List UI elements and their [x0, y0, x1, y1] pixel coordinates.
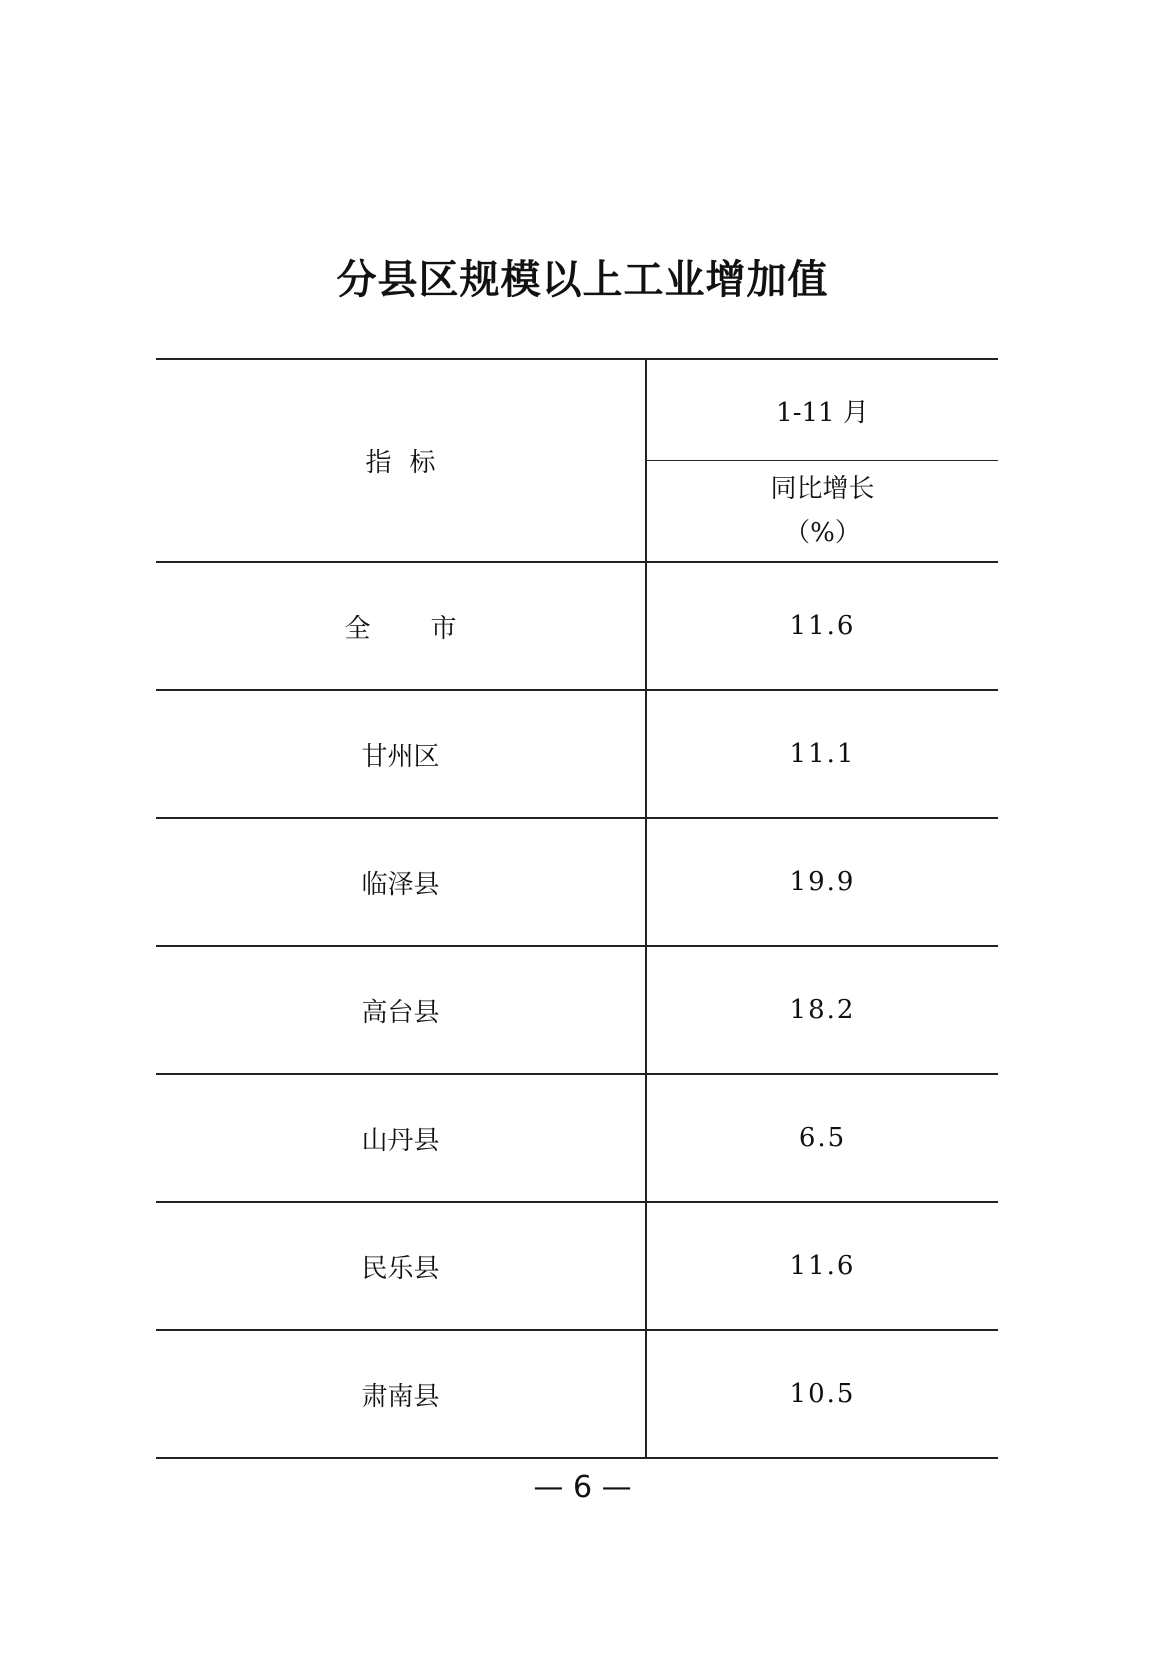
row-value-cell	[646, 1330, 998, 1458]
row-value: 11.6	[789, 611, 856, 641]
table-row	[156, 1074, 998, 1202]
row-label-cell	[156, 818, 646, 946]
row-value: 19.9	[789, 867, 856, 897]
table-row	[156, 562, 998, 690]
row-value-cell	[646, 1202, 998, 1330]
row-value: 6.5	[798, 1123, 847, 1153]
row-label: 甘州区	[361, 741, 440, 772]
data-table-container	[156, 358, 998, 1459]
growth-header: 同比增长	[770, 474, 875, 504]
row-label: 临泽县	[361, 869, 440, 900]
row-label-cell	[156, 690, 646, 818]
row-value: 10.5	[789, 1379, 856, 1409]
row-value-cell	[646, 946, 998, 1074]
table-row	[156, 1330, 998, 1458]
row-value-cell	[646, 562, 998, 690]
row-value-cell	[646, 690, 998, 818]
table-header-row	[156, 359, 998, 461]
indicator-header: 指标	[365, 448, 454, 478]
row-label-cell	[156, 1202, 646, 1330]
growth-unit: （%）	[784, 518, 861, 548]
row-label-cell	[156, 1074, 646, 1202]
table-row	[156, 690, 998, 818]
industrial-value-table	[156, 358, 998, 1459]
row-label-cell	[156, 562, 646, 690]
page-title: 分县区规模以上工业增加值	[336, 257, 829, 303]
row-value: 11.6	[789, 1251, 856, 1281]
row-label: 全市	[344, 613, 517, 644]
row-value: 11.1	[789, 739, 856, 769]
row-label: 肃南县	[361, 1381, 440, 1412]
row-value-cell	[646, 1074, 998, 1202]
row-label-cell	[156, 1330, 646, 1458]
table-row	[156, 946, 998, 1074]
row-label-cell	[156, 946, 646, 1074]
row-label: 民乐县	[361, 1253, 440, 1284]
page-number: — 6 —	[533, 1470, 632, 1505]
row-label: 高台县	[361, 997, 440, 1028]
row-label: 山丹县	[361, 1125, 440, 1156]
period-header-cell	[646, 359, 998, 461]
indicator-header-cell	[156, 359, 646, 562]
row-value-cell	[646, 818, 998, 946]
growth-header-cell	[646, 461, 998, 563]
table-row	[156, 1202, 998, 1330]
period-header: 1-11 月	[776, 397, 869, 428]
row-value: 18.2	[789, 995, 856, 1025]
table-row	[156, 818, 998, 946]
